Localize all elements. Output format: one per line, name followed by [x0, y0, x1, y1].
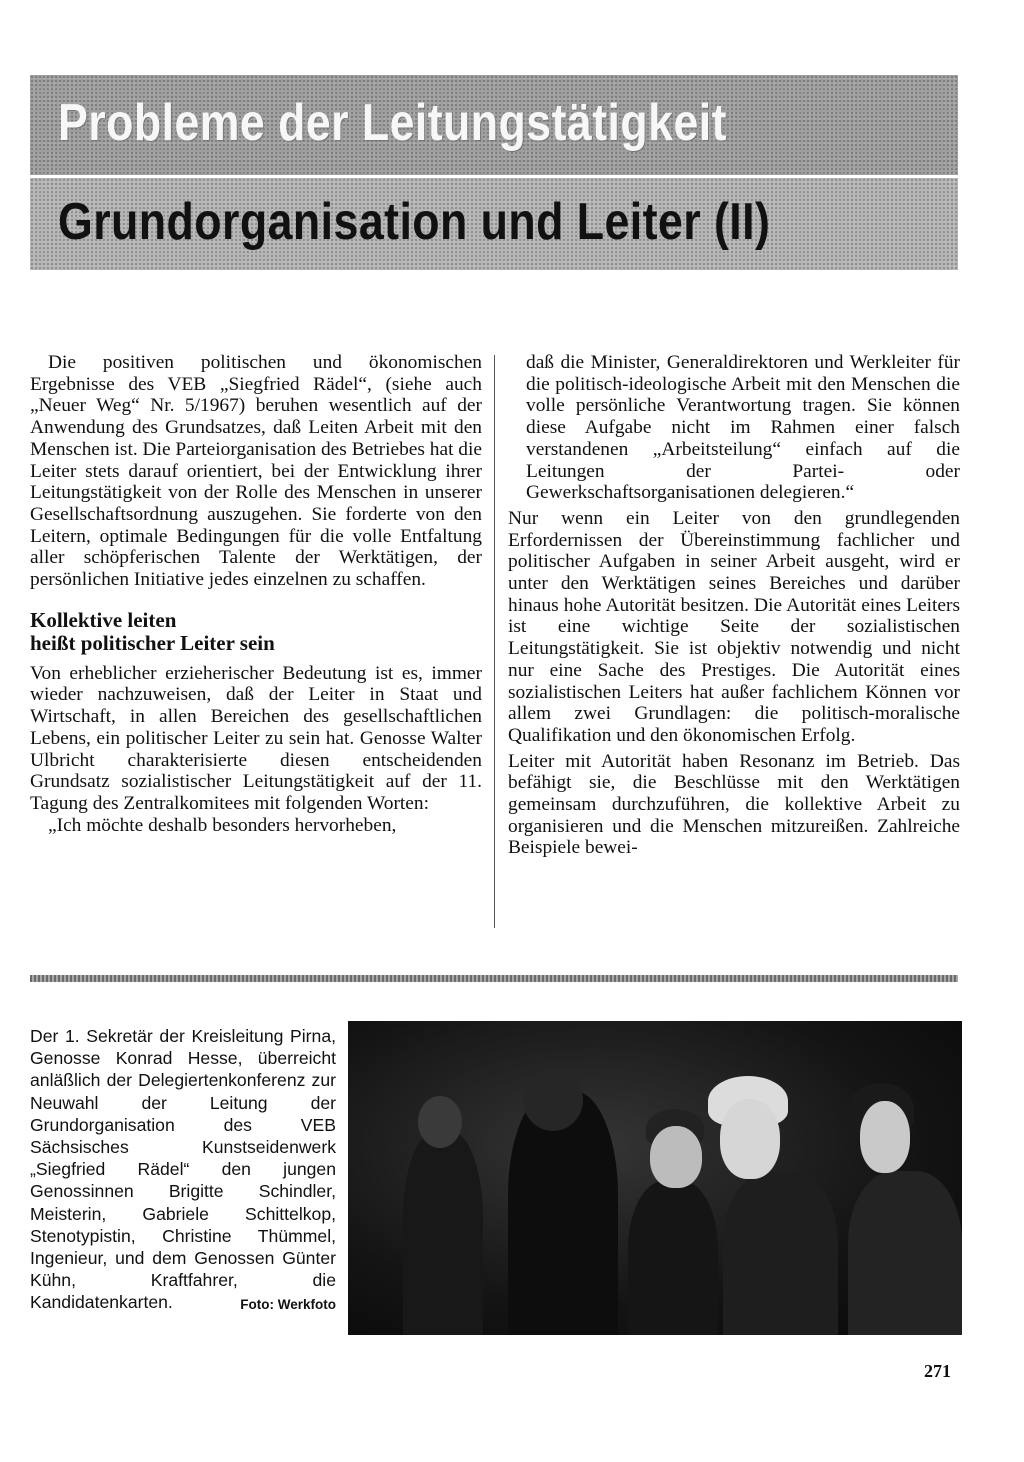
photo-figure-4: [723, 1171, 838, 1335]
photo-figure-4-face: [720, 1099, 780, 1179]
paragraph-leadership: Von erheblicher erzieherischer Bedeutung ist es, immer wieder nachzuweisen, daß der Leiter in Staat und Wirtschaft, in allen Bereichen des gesellschaftlichen Lebens, ein politischer Leiter zu sein hat. Genosse Walter Ulbricht charakterisierte diesen entscheidenden Grundsatz sozialistischer Leitungstätigkeit auf der 11. Tagung des Zentralkomitees mit folgenden Worten:: [30, 662, 482, 814]
subheading-line-1: Kollektive leiten: [30, 607, 177, 632]
photo-figure-5-face: [860, 1101, 910, 1173]
article-column-right: [508, 352, 960, 859]
caption-text: Der 1. Sekretär der Kreisleitung Pirna, Genosse Konrad Hesse, überreicht anläßlich der Delegiertenkonferenz zur Neuwahl der Leitung der Grundorganisation des VEB Sächsisches Kunstseidenwerk „Siegfried Rädel“ den jungen Genossinnen Brigitte Schindler, Meisterin, Gabriele Schittelkop, Stenotypistin, Christine Thümmel, Ingenieur, und dem Genossen Günter Kühn, Kraftfahrer, die Kandidatenkarten.: [30, 1026, 336, 1313]
photo-figure-3: [628, 1181, 718, 1335]
page-number: 271: [924, 1361, 951, 1381]
paragraph-resonance: Leiter mit Autorität haben Resonanz im Betrieb. Das befähigt sie, die Beschlüsse mit den Werktätigen gemeinsam durchzuführen, die kollektive Arbeit zu organisieren und die Menschen mitzureißen. Zahlreiche Beispiele bewei-: [508, 750, 960, 859]
photo-figure-1-head: [418, 1096, 462, 1148]
section-title: Probleme der Leitungstätigkeit: [58, 94, 727, 152]
photo-credit: Foto: Werkfoto: [240, 1297, 336, 1313]
quote-start: „Ich möchte deshalb besonders hervorheben,: [48, 814, 397, 836]
column-divider: [494, 355, 495, 928]
photo-figure-3-face: [650, 1126, 702, 1188]
photo-figure-5: [848, 1171, 962, 1335]
section-divider: [30, 975, 958, 982]
article-title: Grundorganisation und Leiter (II): [58, 193, 771, 251]
subheading-line-2: heißt politischer Leiter sein: [30, 630, 275, 655]
quote-continuation: daß die Minister, Generaldirektoren und Werkleiter für die politisch-ideologische Arbeit mit den Menschen die volle persönliche Verantwortung tragen. Sie können diese Aufgabe nicht im Rahmen einer falsch verstandenen „Arbeitsteilung“ einfach auf die Leitungen der Partei- oder Gewerkschaftsorganisationen delegieren.“: [526, 352, 960, 504]
photo: [348, 1021, 962, 1335]
photo-caption: [30, 1025, 336, 1317]
photo-figure-2-head: [523, 1069, 583, 1131]
paragraph-authority: Nur wenn ein Leiter von den grundlegenden Erfordernissen der Übereinstimmung fachlicher und politischer Aufgaben in seiner Arbeit ausgeht, wird er unter den Werktätigen seines Bereiches und darüber hinaus hohe Autorität besitzen. Die Autorität eines Leiters ist eine wichtige Seite der sozialistischen Leitungstätigkeit. Sie ist objektiv notwendig und nicht nur eine Sache des Prestiges. Die Autorität eines sozialistischen Leiters hat außer fachlichem Können vor allem zwei Grundlagen: die politisch-moralische Qualifikation und den ökonomischen Erfolg.: [508, 507, 960, 746]
subheading: [30, 609, 482, 655]
article-column-left: [30, 352, 482, 836]
photo-figure-1: [403, 1131, 483, 1335]
header-banner-main: [30, 178, 958, 270]
paragraph-intro: Die positiven politischen und ökonomischen Ergebnisse des VEB „Siegfried Rädel“, (siehe auch „Neuer Weg“ Nr. 5/1967) beruhen wesentlich auf der Anwendung des Grundsatzes, daß Leiten Arbeit mit den Menschen ist. Die Parteiorganisation des Betriebes hat die Leiter stets darauf orientiert, bei der Entwicklung ihrer Leitungstätigkeit von der Rolle des Menschen in unserer Gesellschaftsordnung auszugehen. Sie forderte von den Leitern, optimale Bedingungen für die volle Entfaltung aller schöpferischen Talente der Werktätigen, der persönlichen Initiative jedes einzelnen zu schaffen.: [30, 352, 482, 591]
header-banner-top: [30, 75, 958, 175]
